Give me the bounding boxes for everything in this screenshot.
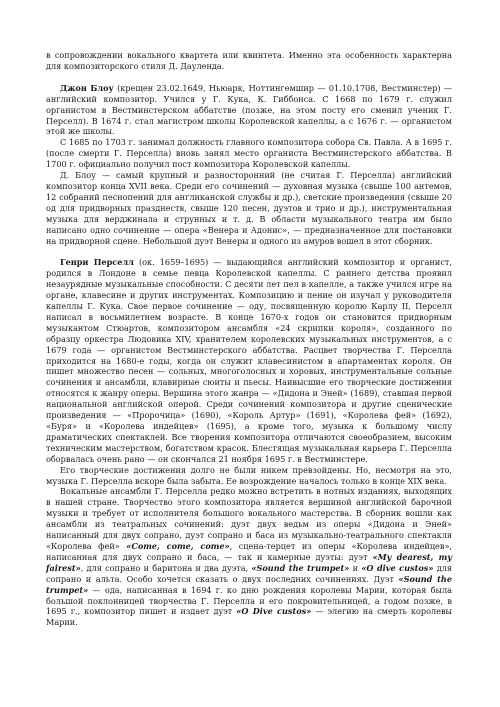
purcell-p3-text-a: Вокальные ансамбли Г. Перселла редко можно встретить в нотных изданиях, выходящих в нашей стране. Творчество этого композитора является вершиной английской барочной музыки и требует от исполнителя большого вокального мастерства. В сборник вошли как ансамбли из театральных сочинений: дуэт двух ведьм из оперы «Дидона и Эней» написанный для двух сопрано, дуэт сопрано и баса из музыкально-театрального спектакля «Королева фей» (46, 486, 452, 551)
work-title-trumpet-2: «Sound the trumpet» (46, 573, 452, 595)
section-blow (46, 83, 452, 247)
work-title-dive-2: «O Dive custos» (236, 606, 312, 617)
blow-paragraph-3: Д. Блоу — самый крупный и разносторонний (не считая Г. Перселла) английский композитор конца XVII века. Среди его сочинений — духовная музыка (свыше 100 антемов, 12 собраний песнопений для англиканской службы и др.), светские произведения (свыше 20 од для придворных празднеств, свыше 120 песен, дуэтов и трио и др.), инструментальная музыка для верджинала и струнных и т. д. В области музыкального театра им было написано одно сочинение — опера «Венера и Адонис», — предназначенное для постановки на придворной сцене. Небольшой дуэт Венеры и одного из амуров вошел в этот сборник. (46, 170, 452, 246)
purcell-paragraph-3 (46, 486, 452, 628)
blow-bio-text: (крещен 23.02.1649, Ньюарк, Ноттингемшир — 01.10.1708, Вестминстер) — английский композитор. Учился у Г. Кука, К. Гиббонса. С 1668 по 1679 г. служил органистом в Вестминстерском аббатстве (позже, на этом посту его сменил ученик Г. Перселл). В 1674 г. стал магистром школы Королевской капеллы, а с 1676 г. — органистом этой же школы. (46, 82, 452, 137)
work-title-come: «Come, come, come» (126, 540, 230, 551)
purcell-paragraph-2: Его творческие достижения долго не были никем превзойдены. Но, несмотря на это, музыка Г. Перселла вскоре была забыта. Ее возрождение началось только в конце XIX века. (46, 464, 452, 486)
work-title-dive: «O dive custos» (361, 562, 434, 573)
section-purcell (46, 257, 452, 628)
purcell-bio-text: (ок. 1659–1695) — выдающийся английский композитор и органист, родился в Лондоне в семье певца Королевской капеллы. С раннего детства проявил незаурядные музыкальные способности. С десяти лет пел в капелле, а также учился игре на органе, клавесине и других инструментах. Композицию и пение он изучал у руководителя капеллы Г. Кука. Свое первое сочинение — оду, посвященную королю Карлу II, Перселл написал в восьмилетнем возрасте. В конце 1670-х годов он становится придворным музыкантом Стюартов, композитором ансамбля «24 скрипки короля», созданного по образцу оркестра Людовика XIV, хранителем королевских музыкальных инструментов, а с 1679 года — органистом Вестминстерского аббатства. Расцвет творчества Г. Перселла приходится на 1680-е годы, когда он служит клавесинистом в апартаментах короля. Он пишет множество песен — сольных, многоголосных и хоровых, инструментальные сольные сочинения и ансамбли, клавирные сюиты и пьесы. Наивысшие его творческие достижения относятся к жанру оперы. Вершина этого жанра — «Дидона и Эней» (1689), ставшая первой национальной английской оперой. Среди сочинений композитора и другие сценические произведения — «Пророчица» (1690), «Король Артур» (1691), «Королева фей» (1692), «Буря» и «Королева индейцев» (1695), а кроме того, музыка к большому числу драматических спектаклей. Все творения композитора отличаются своеобразием, высоким техническим мастерством, богатством красок. Блестящая музыкальная карьера Г. Перселла оборвалась очень рано — он скончался 21 ноября 1695 г. в Вестминстере. (46, 257, 452, 464)
work-title-dearest: «My dearest, my fairest» (46, 551, 452, 573)
purcell-p3-text-c: , для сопрано и баритона и два дуэта, (80, 562, 252, 573)
document-page (46, 50, 452, 628)
purcell-p3-text-g: — элегию на смерть королевы Марии. (46, 606, 453, 628)
work-title-trumpet: «Sound the trumpet» (251, 562, 350, 573)
composer-name-purcell: Генри Перселл (60, 257, 134, 268)
composer-name-blow: Джон Блоу (60, 82, 114, 93)
purcell-p3-text-d: и (349, 562, 362, 573)
purcell-paragraph-1 (46, 257, 452, 464)
intro-paragraph: в сопровождении вокального квартета или квинтета. Именно эта особенность характерна для композиторского стиля Д. Дауленда. (46, 50, 452, 71)
purcell-p3-text-b: , сцена-терцет из оперы «Королева индейцев», написанная для двух сопрано и баса, — так и камерные дуэты: дуэт (46, 540, 452, 562)
blow-paragraph-2: С 1685 по 1703 г. занимал должность главного композитора собора Св. Павла. А в 1695 г. (после смерти Г. Перселла) вновь занял место органиста Вестминстерского аббатства. В 1700 г. официально получил пост композитора Королевской капеллы. (46, 137, 452, 170)
blow-paragraph-1 (46, 83, 452, 138)
purcell-p3-text-e: для сопрано и альта. Особо хочется сказать о двух последних сочинениях. Дуэт (46, 562, 452, 584)
purcell-p3-text-f: — ода, написанная в 1694 г. ко дню рождения королевы Марии, которая была большой поклонницей творчества Г. Перселла и его покровительницей, а годом позже, в 1695 г., композитор пишет и издает дуэт (46, 584, 452, 617)
